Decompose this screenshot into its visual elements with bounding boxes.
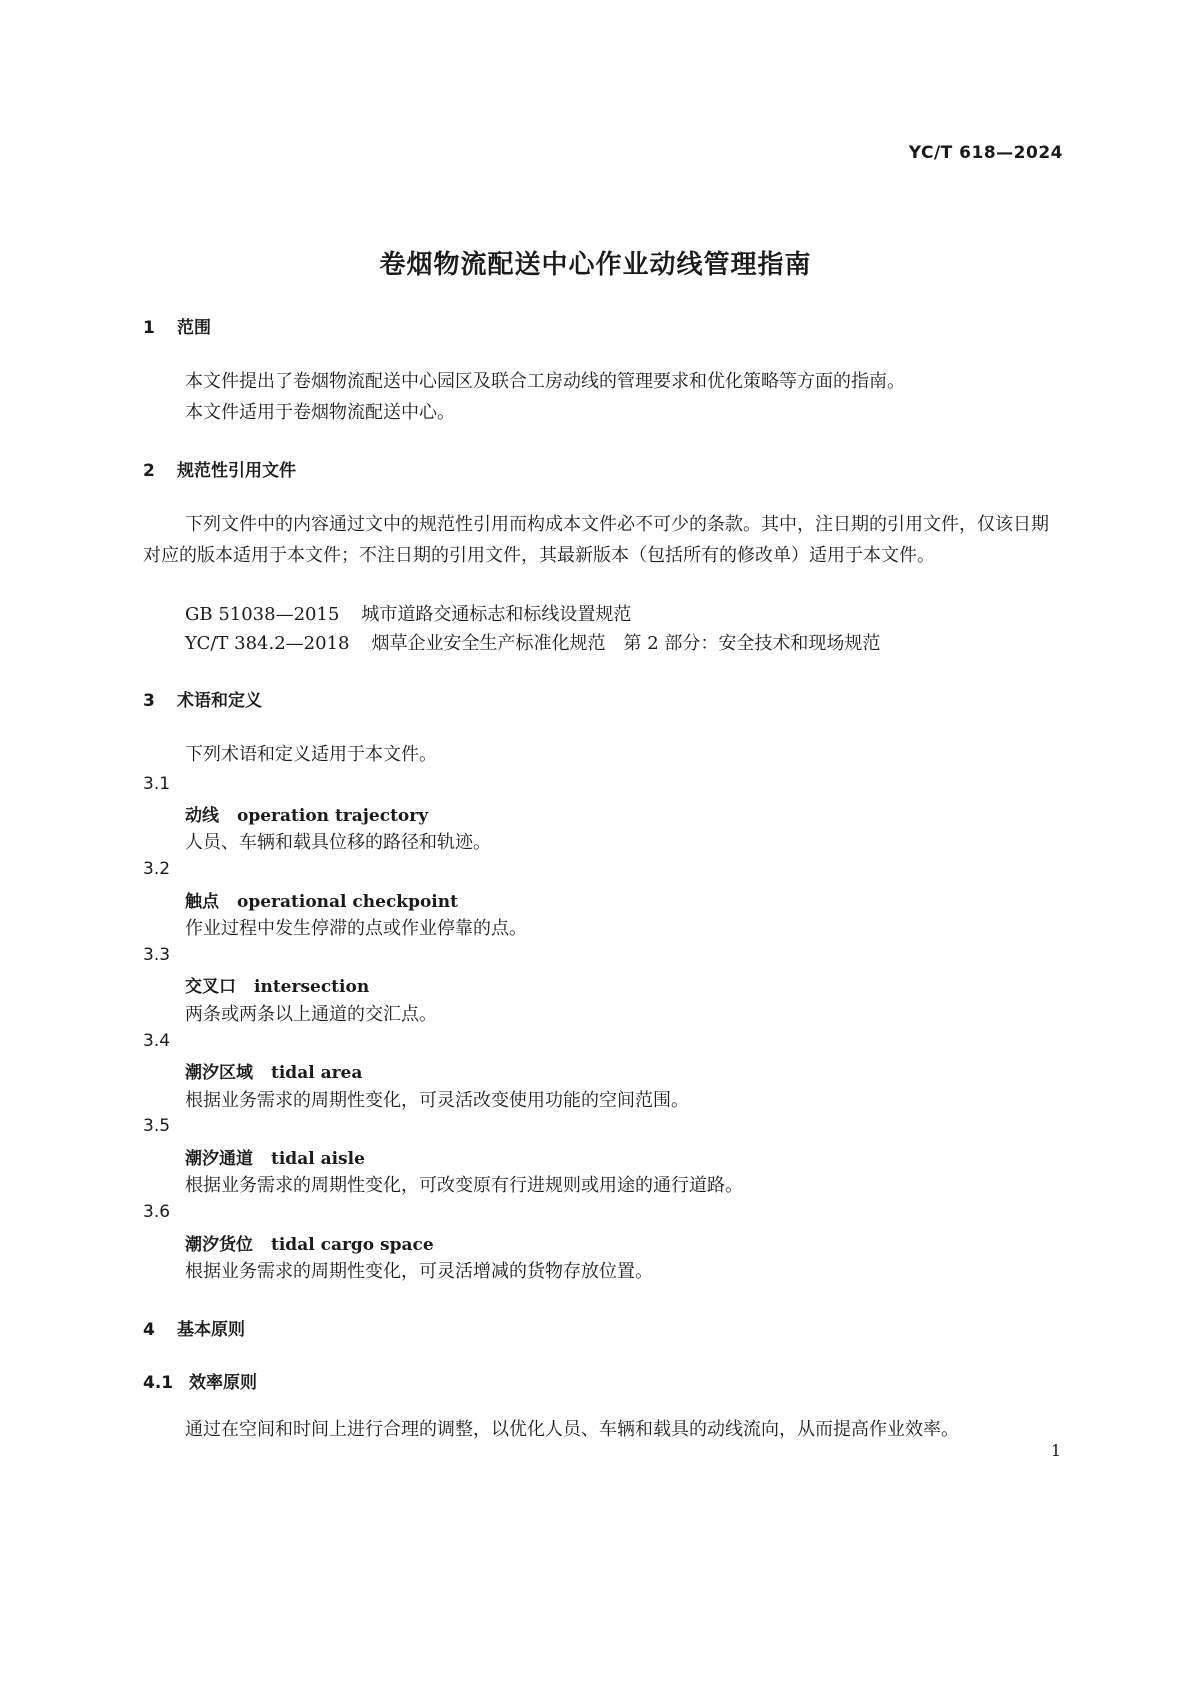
reference-code: YC/T 384.2—2018 — [185, 633, 350, 654]
section-title: 术语和定义 — [177, 691, 262, 711]
subsection-4-1-heading — [143, 1368, 257, 1393]
term-en: tidal aisle — [271, 1149, 365, 1169]
term-definition: 根据业务需求的周期性变化，可灵活增减的货物存放位置。 — [185, 1261, 653, 1282]
term-name — [185, 1230, 434, 1255]
normative-reference — [185, 629, 880, 655]
reference-title: 城市道路交通标志和标线设置规范 — [361, 604, 632, 625]
term-definition: 作业过程中发生停滞的点或作业停靠的点。 — [185, 918, 527, 939]
term-zh: 潮汐货位 — [185, 1235, 253, 1255]
term-zh: 触点 — [185, 892, 219, 912]
section-number: 2 — [143, 461, 155, 481]
term-en: intersection — [254, 977, 370, 997]
reference-title: 烟草企业安全生产标准化规范 第 2 部分：安全技术和现场规范 — [371, 633, 881, 654]
standard-code: YC/T 618—2024 — [908, 143, 1063, 163]
term-definition: 两条或两条以上通道的交汇点。 — [185, 1004, 437, 1025]
term-name — [185, 972, 369, 997]
term-number: 3.3 — [143, 945, 171, 965]
term-number: 3.2 — [143, 859, 171, 879]
term-number: 3.4 — [143, 1031, 171, 1051]
term-definition: 根据业务需求的周期性变化，可灵活改变使用功能的空间范围。 — [185, 1090, 689, 1111]
term-zh: 交叉口 — [185, 977, 236, 997]
section-1-heading — [143, 313, 211, 338]
section-number: 4 — [143, 1320, 155, 1340]
section-title: 规范性引用文件 — [177, 461, 296, 481]
subsection-title: 效率原则 — [189, 1373, 257, 1393]
reference-code: GB 51038—2015 — [185, 604, 340, 625]
term-name — [185, 887, 458, 912]
term-zh: 潮汐通道 — [185, 1149, 253, 1169]
paragraph: 本文件适用于卷烟物流配送中心。 — [185, 402, 455, 423]
term-name — [185, 1058, 362, 1083]
paragraph: 下列文件中的内容通过文中的规范性引用而构成本文件必不可少的条款。其中，注日期的引用文件，仅该日期对应的版本适用于本文件；不注日期的引用文件，其最新版本（包括所有的修改单）适用于本文件。 — [143, 514, 1049, 566]
paragraph: 通过在空间和时间上进行合理的调整，以优化人员、车辆和载具的动线流向，从而提高作业效率。 — [185, 1419, 959, 1440]
term-name — [185, 1144, 365, 1169]
term-en: tidal area — [271, 1063, 363, 1083]
paragraph: 下列术语和定义适用于本文件。 — [185, 744, 437, 765]
section-title: 范围 — [177, 318, 211, 338]
term-number: 3.5 — [143, 1116, 171, 1136]
normative-reference — [185, 600, 631, 626]
term-number: 3.1 — [143, 774, 171, 794]
term-zh: 潮汐区域 — [185, 1063, 253, 1083]
section-number: 3 — [143, 691, 155, 711]
term-definition: 根据业务需求的周期性变化，可改变原有行进规则或用途的通行道路。 — [185, 1175, 743, 1196]
section-number: 1 — [143, 318, 155, 338]
term-zh: 动线 — [185, 806, 219, 826]
document-title: 卷烟物流配送中心作业动线管理指南 — [379, 250, 812, 280]
term-number: 3.6 — [143, 1202, 171, 1222]
term-definition: 人员、车辆和载具位移的路径和轨迹。 — [185, 832, 491, 853]
section-4-heading — [143, 1315, 245, 1340]
section-2-heading — [143, 456, 296, 481]
term-en: operation trajectory — [237, 806, 429, 826]
term-name — [185, 801, 428, 826]
section-title: 基本原则 — [177, 1320, 245, 1340]
subsection-number: 4.1 — [143, 1373, 174, 1393]
paragraph: 本文件提出了卷烟物流配送中心园区及联合工房动线的管理要求和优化策略等方面的指南。 — [185, 371, 905, 392]
section-3-heading — [143, 686, 262, 711]
term-en: tidal cargo space — [271, 1235, 434, 1255]
term-en: operational checkpoint — [237, 892, 458, 912]
page-number: 1 — [1050, 1441, 1061, 1460]
